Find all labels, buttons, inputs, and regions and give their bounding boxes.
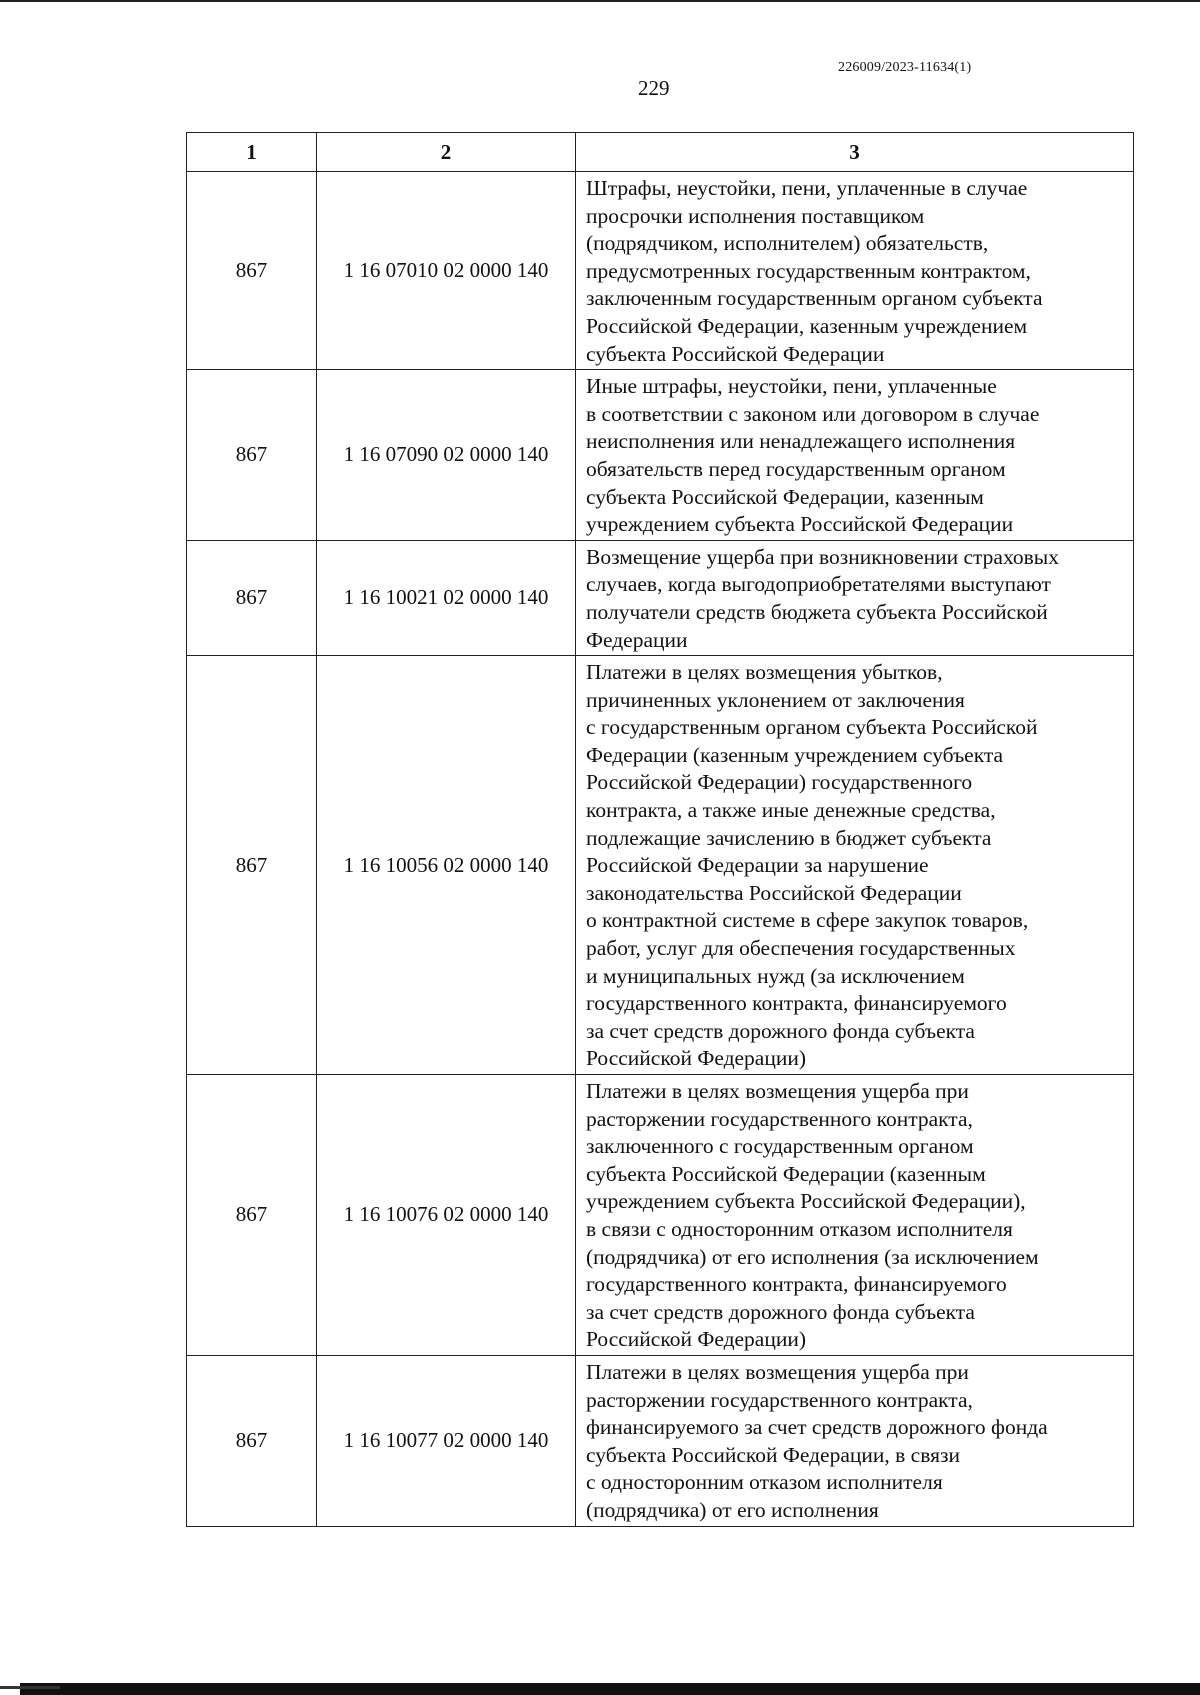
description-line: субъекта Российской Федерации, в связи	[586, 1442, 960, 1467]
description-line: Российской Федерации)	[586, 1327, 807, 1352]
description-cell	[576, 172, 1134, 370]
description-line: получатели средств бюджета субъекта Российской	[586, 599, 1048, 624]
description-line: просрочки исполнения поставщиком	[586, 203, 925, 228]
description-line: Возмещение ущерба при возникновении страховых	[586, 544, 1059, 569]
admin-code-cell: 867	[187, 1355, 317, 1526]
description-cell	[576, 540, 1134, 655]
description-line: неисполнения или ненадлежащего исполнения	[586, 429, 1016, 454]
table-row	[187, 370, 1134, 541]
description-line: Платежи в целях возмещения убытков,	[586, 660, 943, 685]
description-line: учреждением субъекта Российской Федерации),	[586, 1189, 1026, 1214]
scan-bottom-mark	[0, 1686, 60, 1689]
description-line: заключенного с государственным органом	[586, 1134, 974, 1159]
description-line: (подрядчика) от его исполнения	[586, 1497, 879, 1522]
scan-top-edge	[0, 0, 1200, 2]
table-row	[187, 540, 1134, 655]
description-line: Федерации (казенным учреждением субъекта	[586, 742, 1004, 767]
revenue-code-cell: 1 16 07010 02 0000 140	[317, 172, 576, 370]
description-cell	[576, 1075, 1134, 1356]
description-line: Российской Федерации, казенным учреждением	[586, 313, 1028, 338]
description-line: заключенным государственным органом субъекта	[586, 286, 1043, 311]
admin-code-cell: 867	[187, 370, 317, 541]
description-line: Иные штрафы, неустойки, пени, уплаченные	[586, 374, 997, 399]
column-header-3: 3	[576, 133, 1134, 172]
description-line: государственного контракта, финансируемого	[586, 1272, 1007, 1297]
description-line: Российской Федерации за нарушение	[586, 853, 929, 878]
description-line: в связи с односторонним отказом исполнителя	[586, 1216, 1013, 1241]
description-cell	[576, 1355, 1134, 1526]
revenue-code-cell: 1 16 10021 02 0000 140	[317, 540, 576, 655]
description-line: за счет средств дорожного фонда субъекта	[586, 1018, 975, 1043]
budget-codes-table	[186, 132, 1134, 1527]
description-line: субъекта Российской Федерации (казенным	[586, 1161, 986, 1186]
description-line: контракта, а также иные денежные средства,	[586, 798, 996, 823]
description-line: расторжении государственного контракта,	[586, 1387, 973, 1412]
table-row	[187, 172, 1134, 370]
description-line: учреждением субъекта Российской Федерации	[586, 512, 1014, 537]
description-line: субъекта Российской Федерации	[586, 341, 885, 366]
description-line: причиненных уклонением от заключения	[586, 687, 965, 712]
column-header-2: 2	[317, 133, 576, 172]
column-header-1: 1	[187, 133, 317, 172]
description-line: Штрафы, неустойки, пени, уплаченные в случае	[586, 176, 1028, 200]
description-line: Российской Федерации) государственного	[586, 770, 973, 795]
table-row	[187, 1355, 1134, 1526]
description-line: за счет средств дорожного фонда субъекта	[586, 1299, 975, 1324]
description-line: подлежащие зачислению в бюджет субъекта	[586, 825, 992, 850]
page-number: 229	[638, 76, 670, 100]
description-cell	[576, 370, 1134, 541]
scan-bottom-edge	[20, 1683, 1200, 1695]
description-line: в соответствии с законом или договором в случае	[586, 401, 1040, 426]
description-line: и муниципальных нужд (за исключением	[586, 963, 965, 988]
table-row	[187, 656, 1134, 1075]
description-line: предусмотренных государственным контрактом,	[586, 258, 1031, 283]
description-line: законодательства Российской Федерации	[586, 880, 962, 905]
description-line: о контрактной системе в сфере закупок товаров,	[586, 908, 1029, 933]
admin-code-cell: 867	[187, 656, 317, 1075]
description-line: Платежи в целях возмещения ущерба при	[586, 1079, 969, 1103]
admin-code-cell: 867	[187, 1075, 317, 1356]
description-line: финансируемого за счет средств дорожного фонда	[586, 1415, 1048, 1440]
description-line: работ, услуг для обеспечения государственных	[586, 936, 1016, 961]
description-line: расторжении государственного контракта,	[586, 1106, 973, 1131]
description-line: государственного контракта, финансируемого	[586, 991, 1007, 1016]
admin-code-cell: 867	[187, 172, 317, 370]
description-line: Федерации	[586, 627, 688, 652]
table-row	[187, 1075, 1134, 1356]
table-header-row	[187, 133, 1134, 172]
description-line: обязательств перед государственным органом	[586, 456, 1006, 481]
revenue-code-cell: 1 16 10076 02 0000 140	[317, 1075, 576, 1356]
description-line: случаев, когда выгодоприобретателями выступают	[586, 572, 1051, 597]
description-line: с государственным органом субъекта Российской	[586, 715, 1038, 740]
description-line: (подрядчика) от его исполнения (за исключением	[586, 1244, 1039, 1269]
description-line: Платежи в целях возмещения ущерба при	[586, 1359, 969, 1384]
description-line: (подрядчиком, исполнителем) обязательств,	[586, 231, 989, 256]
revenue-code-cell: 1 16 10077 02 0000 140	[317, 1355, 576, 1526]
admin-code-cell: 867	[187, 540, 317, 655]
description-cell	[576, 656, 1134, 1075]
revenue-code-cell: 1 16 10056 02 0000 140	[317, 656, 576, 1075]
description-line: Российской Федерации)	[586, 1046, 807, 1071]
description-line: с односторонним отказом исполнителя	[586, 1470, 943, 1495]
revenue-code-cell: 1 16 07090 02 0000 140	[317, 370, 576, 541]
document-number: 226009/2023-11634(1)	[838, 60, 972, 75]
description-line: субъекта Российской Федерации, казенным	[586, 484, 984, 509]
